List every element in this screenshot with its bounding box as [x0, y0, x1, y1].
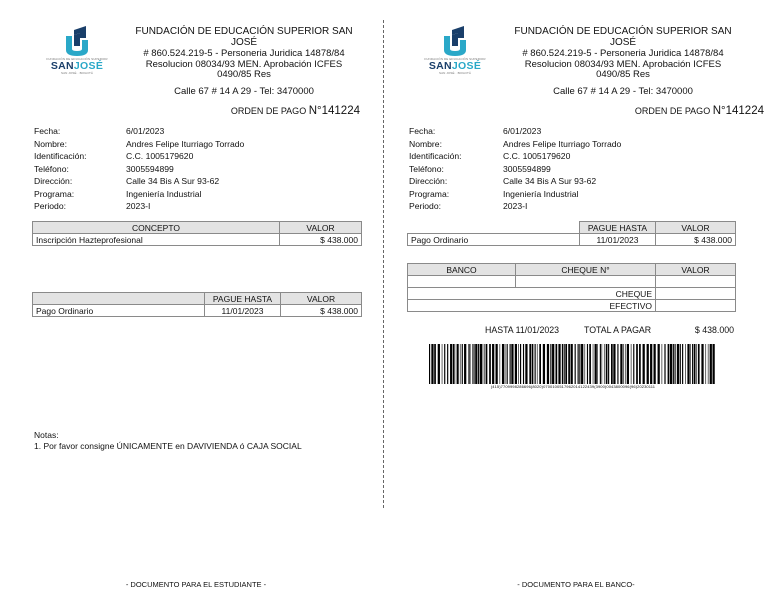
barcode-text: (415)7709998286696(8020)0700100517962014122439(3900)0043800096(96)20230111 [490, 384, 656, 389]
value-cell: $ 438.000 [280, 234, 362, 246]
barcode-bar [668, 344, 670, 384]
fecha-label: Fecha: [34, 126, 61, 136]
barcode-bar [647, 344, 649, 384]
barcode-bar [442, 344, 443, 384]
barcode-bar [525, 344, 527, 384]
cheque-label: CHEQUE [408, 288, 656, 300]
barcode-bar [472, 344, 473, 384]
institution-header [509, 27, 737, 97]
barcode-bar [595, 344, 597, 384]
barcode-bar [701, 344, 703, 384]
barcode-bar [639, 344, 641, 384]
barcode-bar [587, 344, 588, 384]
telefono-label: Teléfono: [34, 163, 69, 174]
order-value: N°141224 [308, 105, 360, 117]
barcode-bar [575, 344, 576, 384]
institution-name: FUNDACIÓN DE EDUCACIÓN SUPERIOR SAN JOSÉ [135, 26, 353, 48]
barcode-bar [489, 344, 491, 384]
barcode-bar [597, 344, 598, 384]
barcode-bar [507, 344, 508, 384]
programa-label: Programa: [34, 188, 75, 199]
table-row [408, 234, 736, 246]
total-due-date: HASTA 11/01/2023 [485, 325, 560, 335]
barcode-bar [585, 344, 586, 384]
efectivo-value-cell [656, 300, 736, 312]
table-row [408, 276, 736, 288]
payment-blank-header [408, 222, 580, 234]
barcode-bar [708, 344, 709, 384]
barcode [429, 344, 717, 384]
bank-cell [408, 276, 516, 288]
barcode-bar [608, 344, 609, 384]
order-label: ORDEN DE PAGO [230, 106, 307, 116]
barcode-bar [523, 344, 524, 384]
barcode-bar [654, 344, 656, 384]
programa-label: Programa: [409, 188, 450, 199]
barcode-bar [602, 344, 603, 384]
institution-contact: Calle 67 # 14 A 29 - Tel: 3470000 [553, 85, 693, 97]
barcode-bar [434, 344, 436, 384]
barcode-bar [464, 344, 466, 384]
barcode-bar [611, 344, 613, 384]
barcode-bar [492, 344, 494, 384]
barcode-bar [515, 344, 517, 384]
barcode-bar [457, 344, 459, 384]
periodo-value: 2023-I [126, 201, 151, 211]
barcode-bar [539, 344, 541, 384]
order-label: ORDEN DE PAGO [634, 106, 711, 116]
barcode-bar [581, 344, 583, 384]
value-header: VALOR [280, 222, 362, 234]
barcode-bar [562, 344, 563, 384]
student-footer: - DOCUMENTO PARA EL ESTUDIANTE - [125, 580, 267, 589]
barcode-bar [627, 344, 629, 384]
fecha-value: 6/01/2023 [126, 126, 165, 136]
barcode-bar [673, 344, 674, 384]
payment-table [407, 221, 736, 246]
barcode-bar [713, 344, 715, 384]
cheque-number-header: CHEQUE N° [516, 264, 656, 276]
bank-copy [386, 0, 768, 594]
barcode-bar [650, 344, 652, 384]
telefono-value: 3005594899 [503, 163, 551, 174]
nombre-label: Nombre: [34, 138, 67, 149]
barcode-bar [665, 344, 666, 384]
payment-type-cell: Pago Ordinario [33, 305, 205, 317]
barcode-bar [593, 344, 594, 384]
barcode-bar [486, 344, 488, 384]
barcode-bar [483, 344, 484, 384]
barcode-bar [710, 344, 712, 384]
due-date-cell: 11/01/2023 [205, 305, 281, 317]
barcode-bar [511, 344, 513, 384]
barcode-bar [556, 344, 558, 384]
barcode-bar [564, 344, 565, 384]
barcode-bar [505, 344, 506, 384]
fecha-value: 6/01/2023 [503, 126, 542, 136]
order-value: N°141224 [712, 105, 764, 117]
order-number [635, 105, 764, 117]
barcode-bar [537, 344, 538, 384]
barcode-bar [568, 344, 570, 384]
barcode-bar [662, 344, 663, 384]
value-cell [656, 276, 736, 288]
programa-value: Ingeniería Industrial [126, 188, 202, 199]
total-label: TOTAL A PAGAR [584, 325, 652, 335]
direccion-value: Calle 34 Bis A Sur 93-62 [503, 176, 597, 186]
barcode-bar [552, 344, 554, 384]
barcode-bar [620, 344, 622, 384]
identificacion-value: C.C. 1005179620 [126, 151, 194, 161]
table-row [408, 288, 736, 300]
efectivo-label: EFECTIVO [408, 300, 656, 312]
student-info [34, 125, 244, 213]
barcode-bar [631, 344, 632, 384]
periodo-label: Periodo: [34, 201, 67, 211]
institution-legal: # 860.524.219-5 - Personeria Juridica 14878/84 Resolucion 08034/93 MEN. Aprobación ICFES 0490/85 Res [143, 48, 345, 80]
barcode-bar [690, 344, 691, 384]
value-header: VALOR [656, 222, 736, 234]
barcode-bar [606, 344, 608, 384]
logo-tagline: FUNDACIÓN DE EDUCACIÓN SUPERIOR [46, 57, 108, 61]
barcode-bar [480, 344, 482, 384]
due-date-cell: 11/01/2023 [580, 234, 656, 246]
barcode-bar [462, 344, 463, 384]
barcode-bar [705, 344, 706, 384]
cheque-number-cell [516, 276, 656, 288]
table-row [408, 300, 736, 312]
barcode-bar [529, 344, 531, 384]
value-header: VALOR [281, 293, 362, 305]
barcode-bar [675, 344, 676, 384]
barcode-bar [468, 344, 469, 384]
barcode-bar [484, 344, 485, 384]
barcode-bar [698, 344, 700, 384]
barcode-bar [685, 344, 686, 384]
logo-wordmark: SANJOSÉ [428, 60, 482, 72]
san-jose-emblem-icon [62, 26, 92, 58]
barcode-bar [604, 344, 605, 384]
barcode-bar [460, 344, 461, 384]
barcode-bar [532, 344, 534, 384]
logo-tagline: FUNDACIÓN DE EDUCACIÓN SUPERIOR [424, 57, 486, 61]
barcode-bar [496, 344, 498, 384]
barcode-bar [696, 344, 697, 384]
barcode-bar [429, 344, 430, 384]
barcode-bar [623, 344, 624, 384]
institution-logo [44, 26, 110, 78]
nombre-label: Nombre: [409, 138, 442, 149]
barcode-bar [456, 344, 457, 384]
barcode-bar [680, 344, 681, 384]
barcode-bar [431, 344, 433, 384]
bank-header: BANCO [408, 264, 516, 276]
barcode-bar [579, 344, 580, 384]
cheque-value-cell [656, 288, 736, 300]
barcode-bar [469, 344, 470, 384]
barcode-bar [500, 344, 501, 384]
barcode-bar [547, 344, 549, 384]
fecha-label: Fecha: [409, 126, 436, 136]
barcode-bar [578, 344, 579, 384]
telefono-value: 3005594899 [126, 163, 174, 174]
barcode-bar [643, 344, 645, 384]
order-number [231, 105, 360, 117]
value-cell: $ 438.000 [656, 234, 736, 246]
value-header: VALOR [656, 264, 736, 276]
barcode-bar [450, 344, 452, 384]
payment-blank-header [33, 293, 205, 305]
barcode-bar [677, 344, 679, 384]
logo-subtag: SAN JOSÉ · BOGOTÁ [438, 71, 472, 75]
barcode-bar [543, 344, 545, 384]
logo-subtag: SAN JOSÉ · BOGOTÁ [60, 71, 94, 75]
nombre-value: Andres Felipe Iturriago Torrado [503, 138, 622, 149]
barcode-bar [658, 344, 660, 384]
barcode-bar [518, 344, 519, 384]
programa-value: Ingeniería Industrial [503, 188, 579, 199]
direccion-label: Dirección: [34, 176, 73, 186]
barcode-bar [473, 344, 474, 384]
barcode-bar [510, 344, 511, 384]
barcode-bar [558, 344, 560, 384]
direccion-value: Calle 34 Bis A Sur 93-62 [126, 176, 220, 186]
payment-table [32, 292, 362, 317]
identificacion-value: C.C. 1005179620 [503, 151, 571, 161]
barcode-bar [447, 344, 448, 384]
table-row [33, 234, 362, 246]
table-row [33, 305, 362, 317]
san-jose-emblem-icon [440, 26, 470, 58]
direccion-label: Dirección: [409, 176, 448, 186]
barcode-bar [625, 344, 626, 384]
periodo-value: 2023-I [503, 201, 528, 211]
barcode-bar [670, 344, 672, 384]
institution-logo [422, 26, 488, 78]
bank-footer: - DOCUMENTO PARA EL BANCO- [517, 580, 635, 589]
concept-header: CONCEPTO [33, 222, 280, 234]
barcode-bar [692, 344, 693, 384]
barcode-bar [550, 344, 551, 384]
barcode-bar [438, 344, 440, 384]
barcode-bar [664, 344, 665, 384]
total-value: $ 438.000 [694, 325, 734, 335]
barcode-bar [444, 344, 445, 384]
institution-header [130, 27, 358, 97]
barcode-bar [520, 344, 521, 384]
barcode-bar [687, 344, 689, 384]
bank-table [407, 263, 736, 312]
payment-type-cell: Pago Ordinario [408, 234, 580, 246]
periodo-label: Periodo: [409, 201, 442, 211]
barcode-bar [571, 344, 573, 384]
notes-line: 1. Por favor consigne ÚNICAMENTE en DAVIVIENDA ó CAJA SOCIAL [34, 440, 302, 451]
logo-wordmark: SANJOSÉ [50, 60, 104, 72]
value-cell: $ 438.000 [281, 305, 362, 317]
due-date-header: PAGUE HASTA [205, 293, 281, 305]
barcode-bar [589, 344, 591, 384]
barcode-bar [475, 344, 477, 384]
institution-contact: Calle 67 # 14 A 29 - Tel: 3470000 [174, 85, 314, 97]
barcode-bar [633, 344, 634, 384]
nombre-value: Andres Felipe Iturriago Torrado [126, 138, 245, 149]
barcode-bar [694, 344, 696, 384]
barcode-bar [682, 344, 683, 384]
due-date-header: PAGUE HASTA [580, 222, 656, 234]
identificacion-label: Identificación: [34, 151, 87, 161]
barcode-bar [617, 344, 618, 384]
telefono-label: Teléfono: [409, 163, 444, 174]
student-info [409, 125, 621, 213]
institution-legal: # 860.524.219-5 - Personeria Juridica 14878/84 Resolucion 08034/93 MEN. Aprobación ICFES 0490/85 Res [522, 48, 724, 80]
barcode-bar [502, 344, 504, 384]
cut-line [383, 20, 384, 508]
barcode-bar [535, 344, 536, 384]
barcode-bar [600, 344, 601, 384]
barcode-bar [613, 344, 615, 384]
notes-title: Notas: [34, 430, 59, 440]
concept-table [32, 221, 362, 246]
concept-cell: Inscripción Hazteprofesional [33, 234, 280, 246]
barcode-bar [453, 344, 455, 384]
barcode-bar [478, 344, 479, 384]
institution-name: FUNDACIÓN DE EDUCACIÓN SUPERIOR SAN JOSÉ [514, 26, 732, 48]
barcode-bar [565, 344, 567, 384]
notes [34, 430, 302, 451]
barcode-bar [636, 344, 638, 384]
identificacion-label: Identificación: [409, 151, 462, 161]
